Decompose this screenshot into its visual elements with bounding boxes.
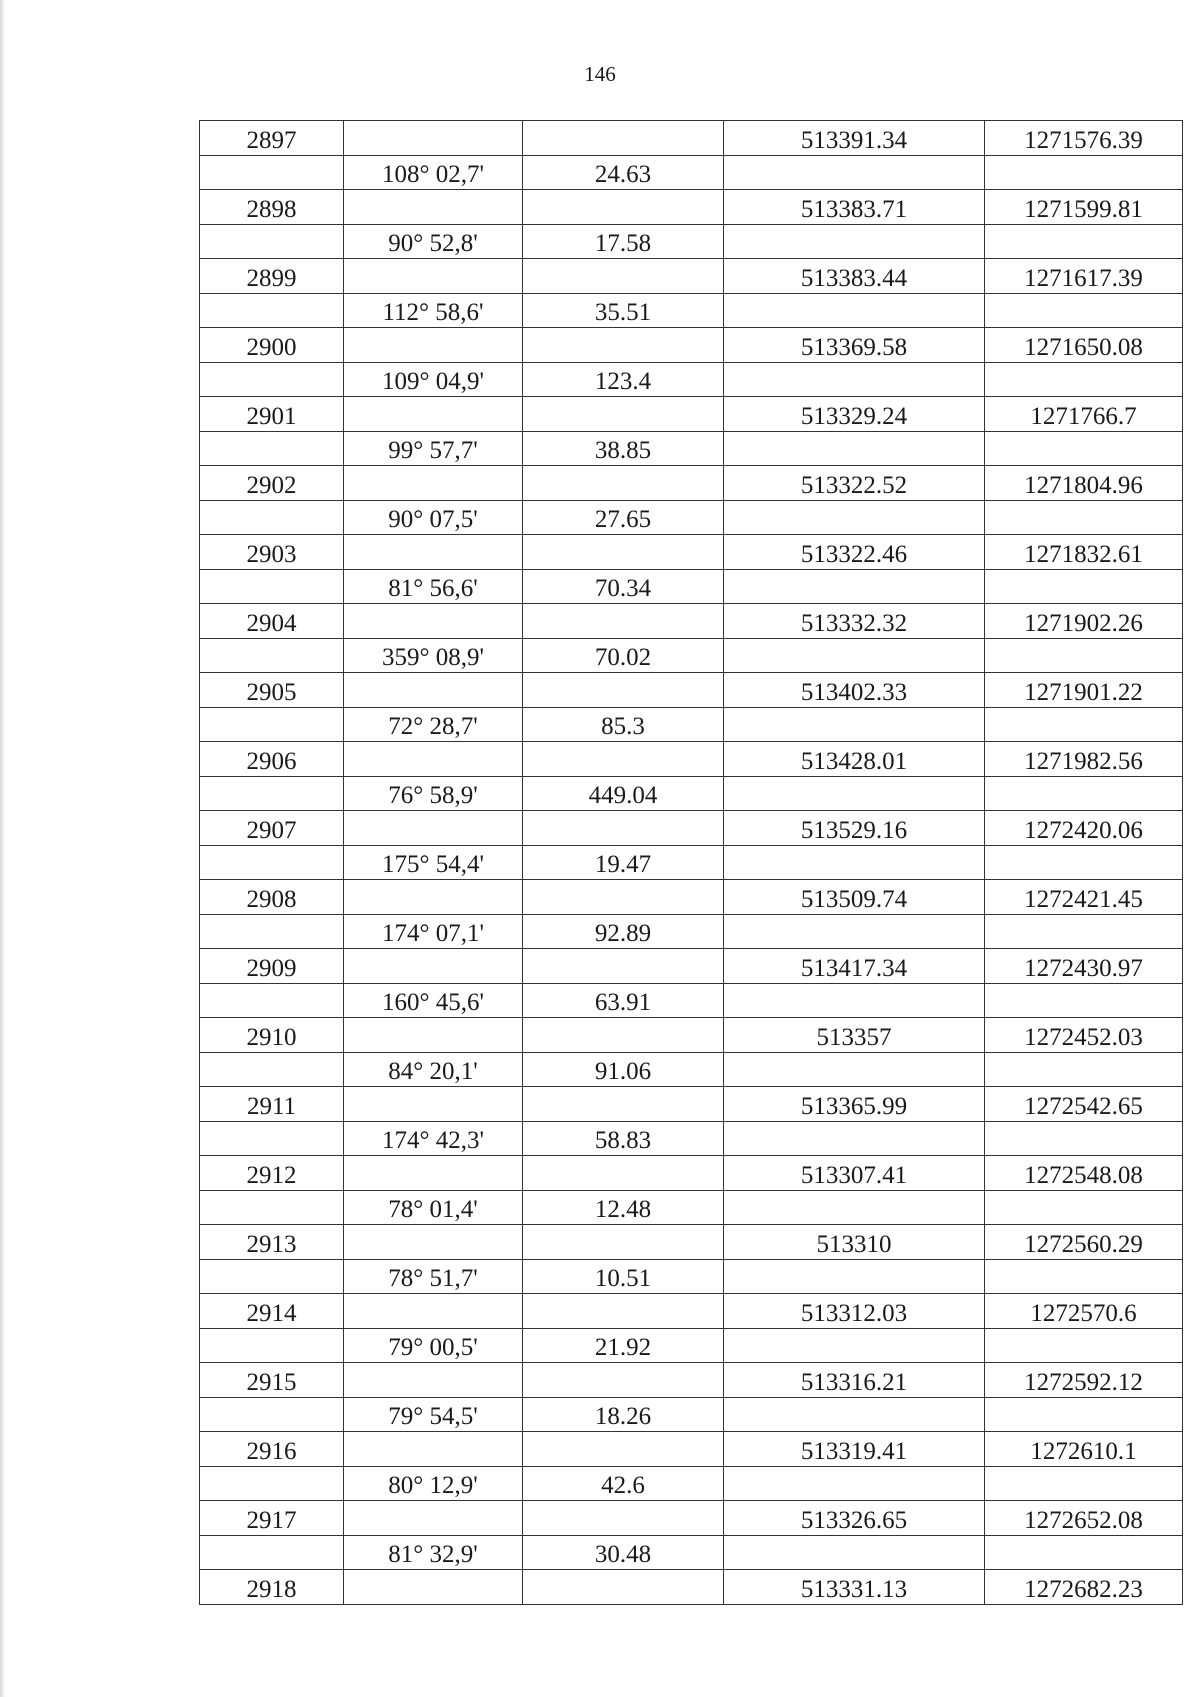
point-number-cell [200, 431, 344, 466]
y-coordinate-cell [985, 1121, 1183, 1156]
table-row [200, 1018, 1183, 1053]
point-number-cell [200, 1535, 344, 1570]
direction-angle-cell: 90° 52,8' [344, 224, 523, 259]
table-row [200, 742, 1183, 777]
table-row [200, 673, 1183, 708]
point-number-cell [200, 1466, 344, 1501]
x-coordinate-cell [724, 1052, 985, 1087]
x-coordinate-cell: 513428.01 [724, 742, 985, 777]
distance-cell [523, 1225, 724, 1260]
x-coordinate-cell [724, 293, 985, 328]
distance-cell: 27.65 [523, 500, 724, 535]
table-row [200, 293, 1183, 328]
direction-angle-cell: 359° 08,9' [344, 638, 523, 673]
y-coordinate-cell: 1271901.22 [985, 673, 1183, 708]
distance-cell: 12.48 [523, 1190, 724, 1225]
distance-cell: 42.6 [523, 1466, 724, 1501]
x-coordinate-cell [724, 914, 985, 949]
x-coordinate-cell: 513322.52 [724, 466, 985, 501]
x-coordinate-cell [724, 431, 985, 466]
y-coordinate-cell [985, 224, 1183, 259]
x-coordinate-cell: 513369.58 [724, 328, 985, 363]
table-row [200, 224, 1183, 259]
table-row [200, 1570, 1183, 1605]
point-number-cell: 2918 [200, 1570, 344, 1605]
distance-cell [523, 742, 724, 777]
point-number-cell [200, 1121, 344, 1156]
direction-angle-cell [344, 1294, 523, 1329]
point-number-cell [200, 1328, 344, 1363]
distance-cell [523, 1018, 724, 1053]
point-number-cell [200, 1052, 344, 1087]
y-coordinate-cell [985, 500, 1183, 535]
direction-angle-cell: 81° 32,9' [344, 1535, 523, 1570]
distance-cell [523, 604, 724, 639]
table-row [200, 811, 1183, 846]
point-number-cell: 2904 [200, 604, 344, 639]
x-coordinate-cell [724, 1259, 985, 1294]
distance-cell [523, 1501, 724, 1536]
table-row [200, 1328, 1183, 1363]
y-coordinate-cell: 1272430.97 [985, 949, 1183, 984]
table-row [200, 362, 1183, 397]
point-number-cell: 2915 [200, 1363, 344, 1398]
distance-cell: 63.91 [523, 983, 724, 1018]
distance-cell: 10.51 [523, 1259, 724, 1294]
x-coordinate-cell [724, 776, 985, 811]
x-coordinate-cell: 513329.24 [724, 397, 985, 432]
y-coordinate-cell: 1272682.23 [985, 1570, 1183, 1605]
direction-angle-cell: 78° 01,4' [344, 1190, 523, 1225]
y-coordinate-cell: 1271902.26 [985, 604, 1183, 639]
point-number-cell: 2907 [200, 811, 344, 846]
direction-angle-cell [344, 1570, 523, 1605]
point-number-cell: 2910 [200, 1018, 344, 1053]
point-number-cell: 2916 [200, 1432, 344, 1467]
table-row [200, 1363, 1183, 1398]
x-coordinate-cell [724, 983, 985, 1018]
table-row [200, 1535, 1183, 1570]
direction-angle-cell: 174° 07,1' [344, 914, 523, 949]
point-number-cell [200, 845, 344, 880]
direction-angle-cell: 109° 04,9' [344, 362, 523, 397]
direction-angle-cell: 174° 42,3' [344, 1121, 523, 1156]
coordinates-table [199, 120, 1183, 1605]
table-row [200, 328, 1183, 363]
direction-angle-cell [344, 673, 523, 708]
y-coordinate-cell [985, 293, 1183, 328]
y-coordinate-cell: 1271804.96 [985, 466, 1183, 501]
table-row [200, 1501, 1183, 1536]
x-coordinate-cell [724, 845, 985, 880]
x-coordinate-cell [724, 569, 985, 604]
distance-cell [523, 949, 724, 984]
x-coordinate-cell: 513391.34 [724, 121, 985, 156]
y-coordinate-cell [985, 1052, 1183, 1087]
direction-angle-cell [344, 811, 523, 846]
point-number-cell [200, 914, 344, 949]
point-number-cell: 2902 [200, 466, 344, 501]
x-coordinate-cell: 513383.71 [724, 190, 985, 225]
direction-angle-cell [344, 604, 523, 639]
point-number-cell [200, 1190, 344, 1225]
point-number-cell [200, 155, 344, 190]
distance-cell: 35.51 [523, 293, 724, 328]
x-coordinate-cell [724, 1535, 985, 1570]
y-coordinate-cell [985, 155, 1183, 190]
y-coordinate-cell: 1272592.12 [985, 1363, 1183, 1398]
point-number-cell: 2901 [200, 397, 344, 432]
direction-angle-cell [344, 1018, 523, 1053]
scan-edge-shadow [0, 0, 6, 1697]
distance-cell: 92.89 [523, 914, 724, 949]
distance-cell: 18.26 [523, 1397, 724, 1432]
point-number-cell [200, 1259, 344, 1294]
distance-cell [523, 1087, 724, 1122]
direction-angle-cell [344, 1432, 523, 1467]
table-row [200, 914, 1183, 949]
distance-cell [523, 259, 724, 294]
direction-angle-cell: 80° 12,9' [344, 1466, 523, 1501]
table-row [200, 1225, 1183, 1260]
x-coordinate-cell [724, 224, 985, 259]
distance-cell: 38.85 [523, 431, 724, 466]
table-row [200, 397, 1183, 432]
point-number-cell: 2913 [200, 1225, 344, 1260]
y-coordinate-cell: 1271832.61 [985, 535, 1183, 570]
y-coordinate-cell: 1272420.06 [985, 811, 1183, 846]
x-coordinate-cell [724, 1466, 985, 1501]
point-number-cell: 2905 [200, 673, 344, 708]
distance-cell [523, 1294, 724, 1329]
table-row [200, 1294, 1183, 1329]
y-coordinate-cell: 1272560.29 [985, 1225, 1183, 1260]
point-number-cell: 2909 [200, 949, 344, 984]
point-number-cell: 2903 [200, 535, 344, 570]
y-coordinate-cell [985, 845, 1183, 880]
table-row [200, 1087, 1183, 1122]
point-number-cell: 2899 [200, 259, 344, 294]
distance-cell [523, 466, 724, 501]
direction-angle-cell [344, 742, 523, 777]
point-number-cell: 2906 [200, 742, 344, 777]
point-number-cell [200, 224, 344, 259]
table-row [200, 845, 1183, 880]
table-row [200, 1466, 1183, 1501]
direction-angle-cell: 78° 51,7' [344, 1259, 523, 1294]
distance-cell [523, 811, 724, 846]
x-coordinate-cell [724, 155, 985, 190]
table-row [200, 466, 1183, 501]
x-coordinate-cell: 513402.33 [724, 673, 985, 708]
distance-cell [523, 673, 724, 708]
y-coordinate-cell: 1271576.39 [985, 121, 1183, 156]
direction-angle-cell [344, 328, 523, 363]
direction-angle-cell: 79° 00,5' [344, 1328, 523, 1363]
y-coordinate-cell [985, 707, 1183, 742]
distance-cell [523, 328, 724, 363]
distance-cell [523, 1363, 724, 1398]
distance-cell: 85.3 [523, 707, 724, 742]
table-row [200, 121, 1183, 156]
direction-angle-cell: 160° 45,6' [344, 983, 523, 1018]
distance-cell [523, 535, 724, 570]
point-number-cell: 2898 [200, 190, 344, 225]
direction-angle-cell [344, 880, 523, 915]
direction-angle-cell [344, 1156, 523, 1191]
distance-cell: 123.4 [523, 362, 724, 397]
table-row [200, 155, 1183, 190]
y-coordinate-cell [985, 914, 1183, 949]
table-row [200, 1052, 1183, 1087]
point-number-cell [200, 707, 344, 742]
direction-angle-cell [344, 1087, 523, 1122]
direction-angle-cell [344, 1363, 523, 1398]
x-coordinate-cell: 513326.65 [724, 1501, 985, 1536]
x-coordinate-cell: 513310 [724, 1225, 985, 1260]
x-coordinate-cell [724, 1328, 985, 1363]
point-number-cell [200, 569, 344, 604]
coordinates-table-body [200, 121, 1183, 1605]
direction-angle-cell: 72° 28,7' [344, 707, 523, 742]
y-coordinate-cell [985, 1397, 1183, 1432]
y-coordinate-cell: 1272548.08 [985, 1156, 1183, 1191]
y-coordinate-cell: 1271982.56 [985, 742, 1183, 777]
y-coordinate-cell: 1272652.08 [985, 1501, 1183, 1536]
x-coordinate-cell: 513509.74 [724, 880, 985, 915]
x-coordinate-cell [724, 500, 985, 535]
point-number-cell: 2911 [200, 1087, 344, 1122]
table-row [200, 1190, 1183, 1225]
y-coordinate-cell: 1272421.45 [985, 880, 1183, 915]
table-row [200, 983, 1183, 1018]
table-row [200, 776, 1183, 811]
y-coordinate-cell [985, 776, 1183, 811]
distance-cell [523, 121, 724, 156]
y-coordinate-cell: 1271599.81 [985, 190, 1183, 225]
y-coordinate-cell: 1271766.7 [985, 397, 1183, 432]
direction-angle-cell [344, 466, 523, 501]
y-coordinate-cell [985, 983, 1183, 1018]
x-coordinate-cell: 513307.41 [724, 1156, 985, 1191]
y-coordinate-cell: 1272542.65 [985, 1087, 1183, 1122]
y-coordinate-cell [985, 1259, 1183, 1294]
x-coordinate-cell: 513417.34 [724, 949, 985, 984]
direction-angle-cell [344, 259, 523, 294]
direction-angle-cell: 84° 20,1' [344, 1052, 523, 1087]
x-coordinate-cell: 513332.32 [724, 604, 985, 639]
direction-angle-cell [344, 535, 523, 570]
direction-angle-cell [344, 949, 523, 984]
y-coordinate-cell: 1271650.08 [985, 328, 1183, 363]
distance-cell: 70.02 [523, 638, 724, 673]
y-coordinate-cell: 1272610.1 [985, 1432, 1183, 1467]
x-coordinate-cell: 513529.16 [724, 811, 985, 846]
y-coordinate-cell: 1271617.39 [985, 259, 1183, 294]
point-number-cell [200, 638, 344, 673]
direction-angle-cell: 90° 07,5' [344, 500, 523, 535]
distance-cell [523, 190, 724, 225]
table-row [200, 1156, 1183, 1191]
point-number-cell: 2912 [200, 1156, 344, 1191]
point-number-cell: 2917 [200, 1501, 344, 1536]
distance-cell: 19.47 [523, 845, 724, 880]
y-coordinate-cell [985, 1190, 1183, 1225]
table-row [200, 190, 1183, 225]
x-coordinate-cell [724, 638, 985, 673]
table-row [200, 1432, 1183, 1467]
page-number: 146 [584, 62, 616, 86]
distance-cell: 70.34 [523, 569, 724, 604]
distance-cell: 24.63 [523, 155, 724, 190]
y-coordinate-cell: 1272452.03 [985, 1018, 1183, 1053]
direction-angle-cell: 112° 58,6' [344, 293, 523, 328]
distance-cell [523, 1432, 724, 1467]
distance-cell: 21.92 [523, 1328, 724, 1363]
direction-angle-cell: 175° 54,4' [344, 845, 523, 880]
x-coordinate-cell [724, 1121, 985, 1156]
y-coordinate-cell [985, 569, 1183, 604]
distance-cell [523, 397, 724, 432]
point-number-cell [200, 1397, 344, 1432]
y-coordinate-cell [985, 638, 1183, 673]
point-number-cell: 2897 [200, 121, 344, 156]
table-row [200, 604, 1183, 639]
table-row [200, 1121, 1183, 1156]
distance-cell: 30.48 [523, 1535, 724, 1570]
table-row [200, 535, 1183, 570]
x-coordinate-cell: 513383.44 [724, 259, 985, 294]
table-row [200, 1259, 1183, 1294]
x-coordinate-cell: 513322.46 [724, 535, 985, 570]
table-row [200, 880, 1183, 915]
distance-cell: 91.06 [523, 1052, 724, 1087]
x-coordinate-cell [724, 362, 985, 397]
direction-angle-cell [344, 190, 523, 225]
direction-angle-cell [344, 397, 523, 432]
distance-cell [523, 1570, 724, 1605]
x-coordinate-cell [724, 1397, 985, 1432]
x-coordinate-cell: 513319.41 [724, 1432, 985, 1467]
point-number-cell [200, 983, 344, 1018]
x-coordinate-cell [724, 1190, 985, 1225]
point-number-cell [200, 776, 344, 811]
table-row [200, 1397, 1183, 1432]
y-coordinate-cell [985, 431, 1183, 466]
table-row [200, 638, 1183, 673]
y-coordinate-cell [985, 1466, 1183, 1501]
x-coordinate-cell: 513357 [724, 1018, 985, 1053]
table-row [200, 431, 1183, 466]
x-coordinate-cell: 513316.21 [724, 1363, 985, 1398]
y-coordinate-cell [985, 362, 1183, 397]
direction-angle-cell: 81° 56,6' [344, 569, 523, 604]
x-coordinate-cell: 513365.99 [724, 1087, 985, 1122]
distance-cell: 58.83 [523, 1121, 724, 1156]
direction-angle-cell [344, 1501, 523, 1536]
direction-angle-cell: 99° 57,7' [344, 431, 523, 466]
point-number-cell [200, 362, 344, 397]
table-row [200, 569, 1183, 604]
direction-angle-cell: 79° 54,5' [344, 1397, 523, 1432]
distance-cell [523, 880, 724, 915]
table-row [200, 949, 1183, 984]
distance-cell [523, 1156, 724, 1191]
direction-angle-cell: 108° 02,7' [344, 155, 523, 190]
y-coordinate-cell [985, 1328, 1183, 1363]
x-coordinate-cell: 513312.03 [724, 1294, 985, 1329]
x-coordinate-cell: 513331.13 [724, 1570, 985, 1605]
y-coordinate-cell [985, 1535, 1183, 1570]
point-number-cell: 2914 [200, 1294, 344, 1329]
y-coordinate-cell: 1272570.6 [985, 1294, 1183, 1329]
point-number-cell: 2908 [200, 880, 344, 915]
point-number-cell: 2900 [200, 328, 344, 363]
table-row [200, 707, 1183, 742]
point-number-cell [200, 500, 344, 535]
table-row [200, 259, 1183, 294]
x-coordinate-cell [724, 707, 985, 742]
direction-angle-cell: 76° 58,9' [344, 776, 523, 811]
distance-cell: 449.04 [523, 776, 724, 811]
direction-angle-cell [344, 121, 523, 156]
direction-angle-cell [344, 1225, 523, 1260]
table-row [200, 500, 1183, 535]
distance-cell: 17.58 [523, 224, 724, 259]
point-number-cell [200, 293, 344, 328]
